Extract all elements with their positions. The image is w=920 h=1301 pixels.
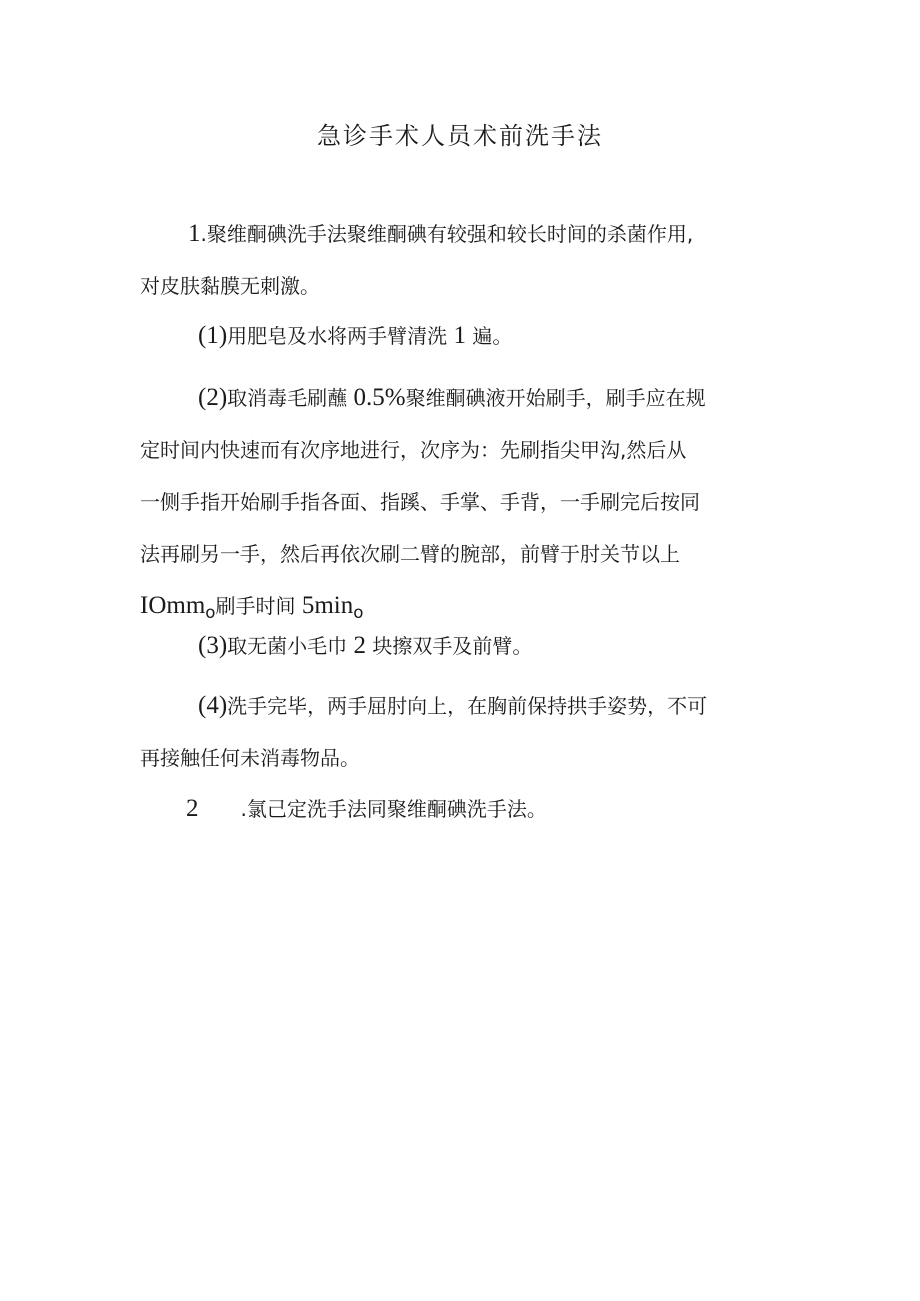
step-3-label: (3) [198, 632, 228, 659]
section-2-line [140, 783, 800, 835]
step-2-text-1a: 取消毒毛刷蘸 [227, 386, 348, 410]
step-2-line-4: 法再刷另一手，然后再依次刷二臂的腕部，前臂于肘关节以上 [140, 542, 680, 566]
step-2-duration: 5min [301, 592, 354, 619]
step-2-line-1 [140, 372, 800, 424]
step-4-line-2: 再接触任何未消毒物品。 [140, 746, 360, 770]
step-2-text-5b: 刷手时间 [215, 594, 296, 618]
step-2-length: IOmm [140, 592, 206, 619]
step-2-line-3: 一侧手指开始刷手指各面、指蹊、手掌、手背，一手刷完后按同 [140, 490, 700, 514]
step-3-text-b: 块擦双手及前臂。 [372, 634, 533, 658]
step-1-label: (1) [198, 322, 228, 349]
section-1-paragraph [140, 208, 800, 312]
document-title: 急诊手术人员术前洗手法 [317, 122, 603, 150]
step-2-text-1b: 聚维酮碘液开始刷手，刷手应在规 [405, 386, 706, 410]
step-1-line [140, 310, 800, 362]
step-1-text-a: 用肥皂及水将两手臂清洗 [227, 324, 448, 348]
step-2-sub-1: o [205, 603, 216, 622]
step-3-line [140, 620, 800, 672]
step-2-concentration: 0.5% [353, 384, 406, 411]
section-1-line-1 [140, 208, 800, 260]
section-2-text: .氯己定洗手法同聚维酮碘洗手法。 [240, 797, 547, 821]
step-4-paragraph [140, 680, 800, 784]
section-1-text-2: 对皮肤黏膜无刺激。 [140, 274, 320, 298]
step-1-paragraph [140, 310, 800, 362]
step-3-paragraph [140, 620, 800, 672]
step-4-line-1 [140, 680, 800, 732]
step-1-count: 1 [453, 322, 467, 349]
step-4-text-1: 洗手完毕，两手屈肘向上，在胸前保持拱手姿势，不可 [227, 694, 708, 718]
step-2-sub-2: o [353, 603, 364, 622]
step-1-text-b: 遍。 [472, 324, 513, 348]
section-1-text-1: .聚维酮碘洗手法聚维酮碘有较强和较长时间的杀菌作用, [200, 222, 694, 246]
step-2-paragraph [140, 372, 800, 639]
step-2-label: (2) [198, 384, 228, 411]
step-2-line-2: 定时间内快速而有次序地进行，次序为：先刷指尖甲沟,然后从 [140, 438, 687, 462]
section-2-number: 2 [186, 795, 199, 822]
section-1-number: 1 [188, 220, 201, 247]
step-3-count: 2 [353, 632, 367, 659]
section-2-paragraph [140, 783, 800, 835]
step-3-text-a: 取无菌小毛巾 [227, 634, 348, 658]
step-4-label: (4) [198, 692, 228, 719]
